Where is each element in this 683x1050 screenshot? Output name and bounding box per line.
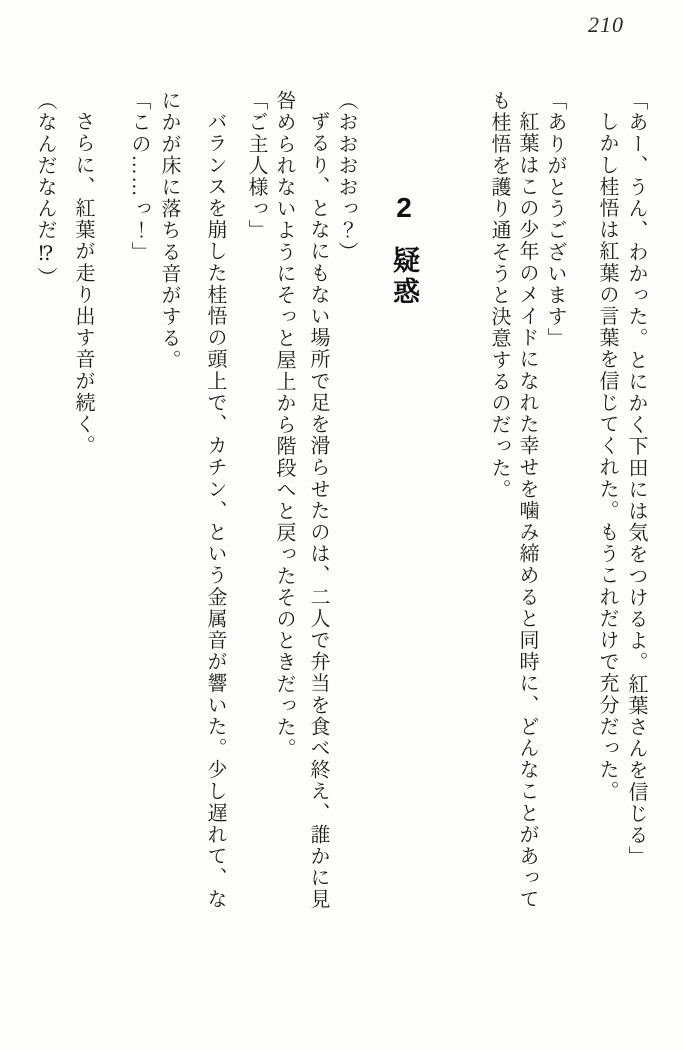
text-line: （なんだなんだ⁉） [34,90,56,289]
page-number: 210 [588,12,624,37]
text-line: 「ありがとうございます」 [544,90,566,350]
text-line: も桂悟を護り通そうと決意するのだった。 [488,90,510,501]
text-line: 「ご主人様っ」 [245,90,267,242]
text-line: 「この……っ！」 [128,90,150,263]
text-line: 咎められないようにそっと屋上から階段へと戻ったそのときだった。 [273,90,295,760]
text-line: 紅葉はこの少年のメイドになれた幸せを噛み締めると同時に、どんなことがあって [516,111,538,911]
text-line: しかし桂悟は紅葉の言葉を信じてくれた。もうこれだけで充分だった。 [596,111,618,803]
text-line: さらに、紅葉が走り出す音が続く。 [72,111,94,457]
section-number: 2 [396,192,412,223]
section-title: 疑惑 [389,246,419,308]
text-line: 「あー、うん、わかった。とにかく下田には気をつけるよ。紅葉さんを信じる」 [625,90,647,868]
text-line: バランスを崩した桂悟の頭上で、カチン、という金属音が響いた。少し遅れて、な [204,111,226,911]
text-line: （おおおおっ？） [335,90,357,263]
section-heading [378,194,430,308]
text-line: にかが床に落ちる音がする。 [158,90,180,371]
text-line: ずるり、となにもない場所で足を滑らせたのは、二人で弁当を食べ終え、誰かに見 [307,111,329,911]
